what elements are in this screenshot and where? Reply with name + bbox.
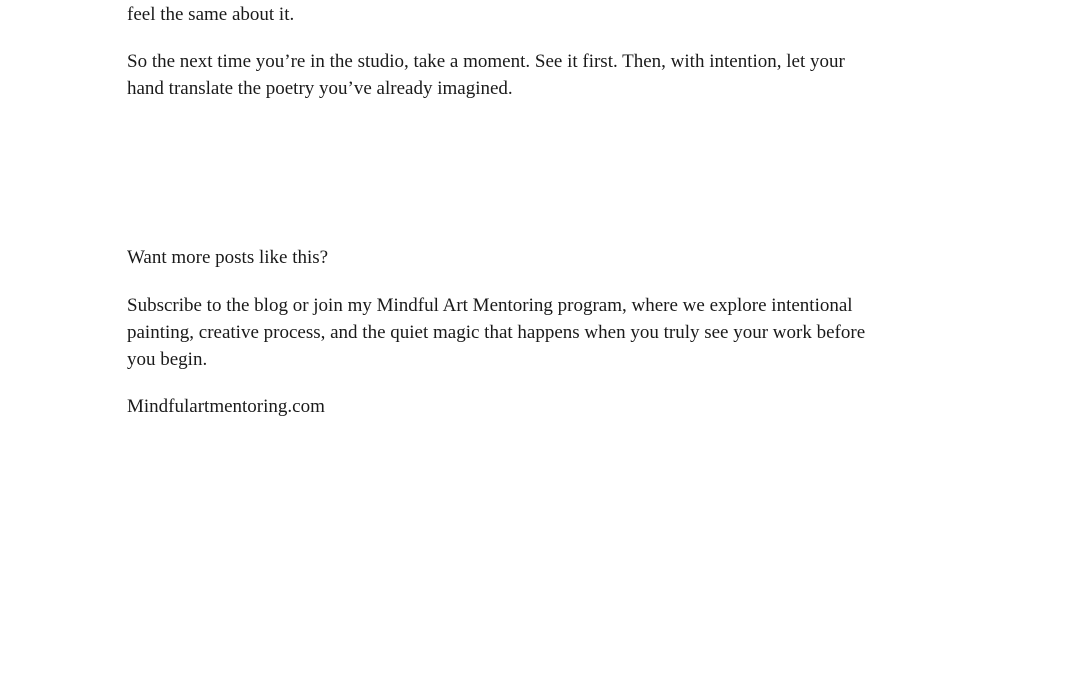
- cta-line-1: Subscribe to the blog or join my Mindful Art Mentoring program, where we explore intentional: [127, 295, 853, 316]
- cta-heading: Want more posts like this?: [127, 247, 329, 268]
- closing-line-1: So the next time you’re in the studio, take a moment. See it first. Then, with intention, let your: [127, 51, 845, 72]
- closing-line-2: hand translate the poetry you’ve already imagined.: [127, 78, 513, 99]
- website-link[interactable]: Mindfulartmentoring.com: [127, 396, 325, 417]
- cta-line-2: painting, creative process, and the quiet magic that happens when you truly see your work before: [127, 322, 866, 343]
- intro-tail-text: feel the same about it.: [127, 4, 295, 25]
- cta-line-3: you begin.: [127, 349, 208, 370]
